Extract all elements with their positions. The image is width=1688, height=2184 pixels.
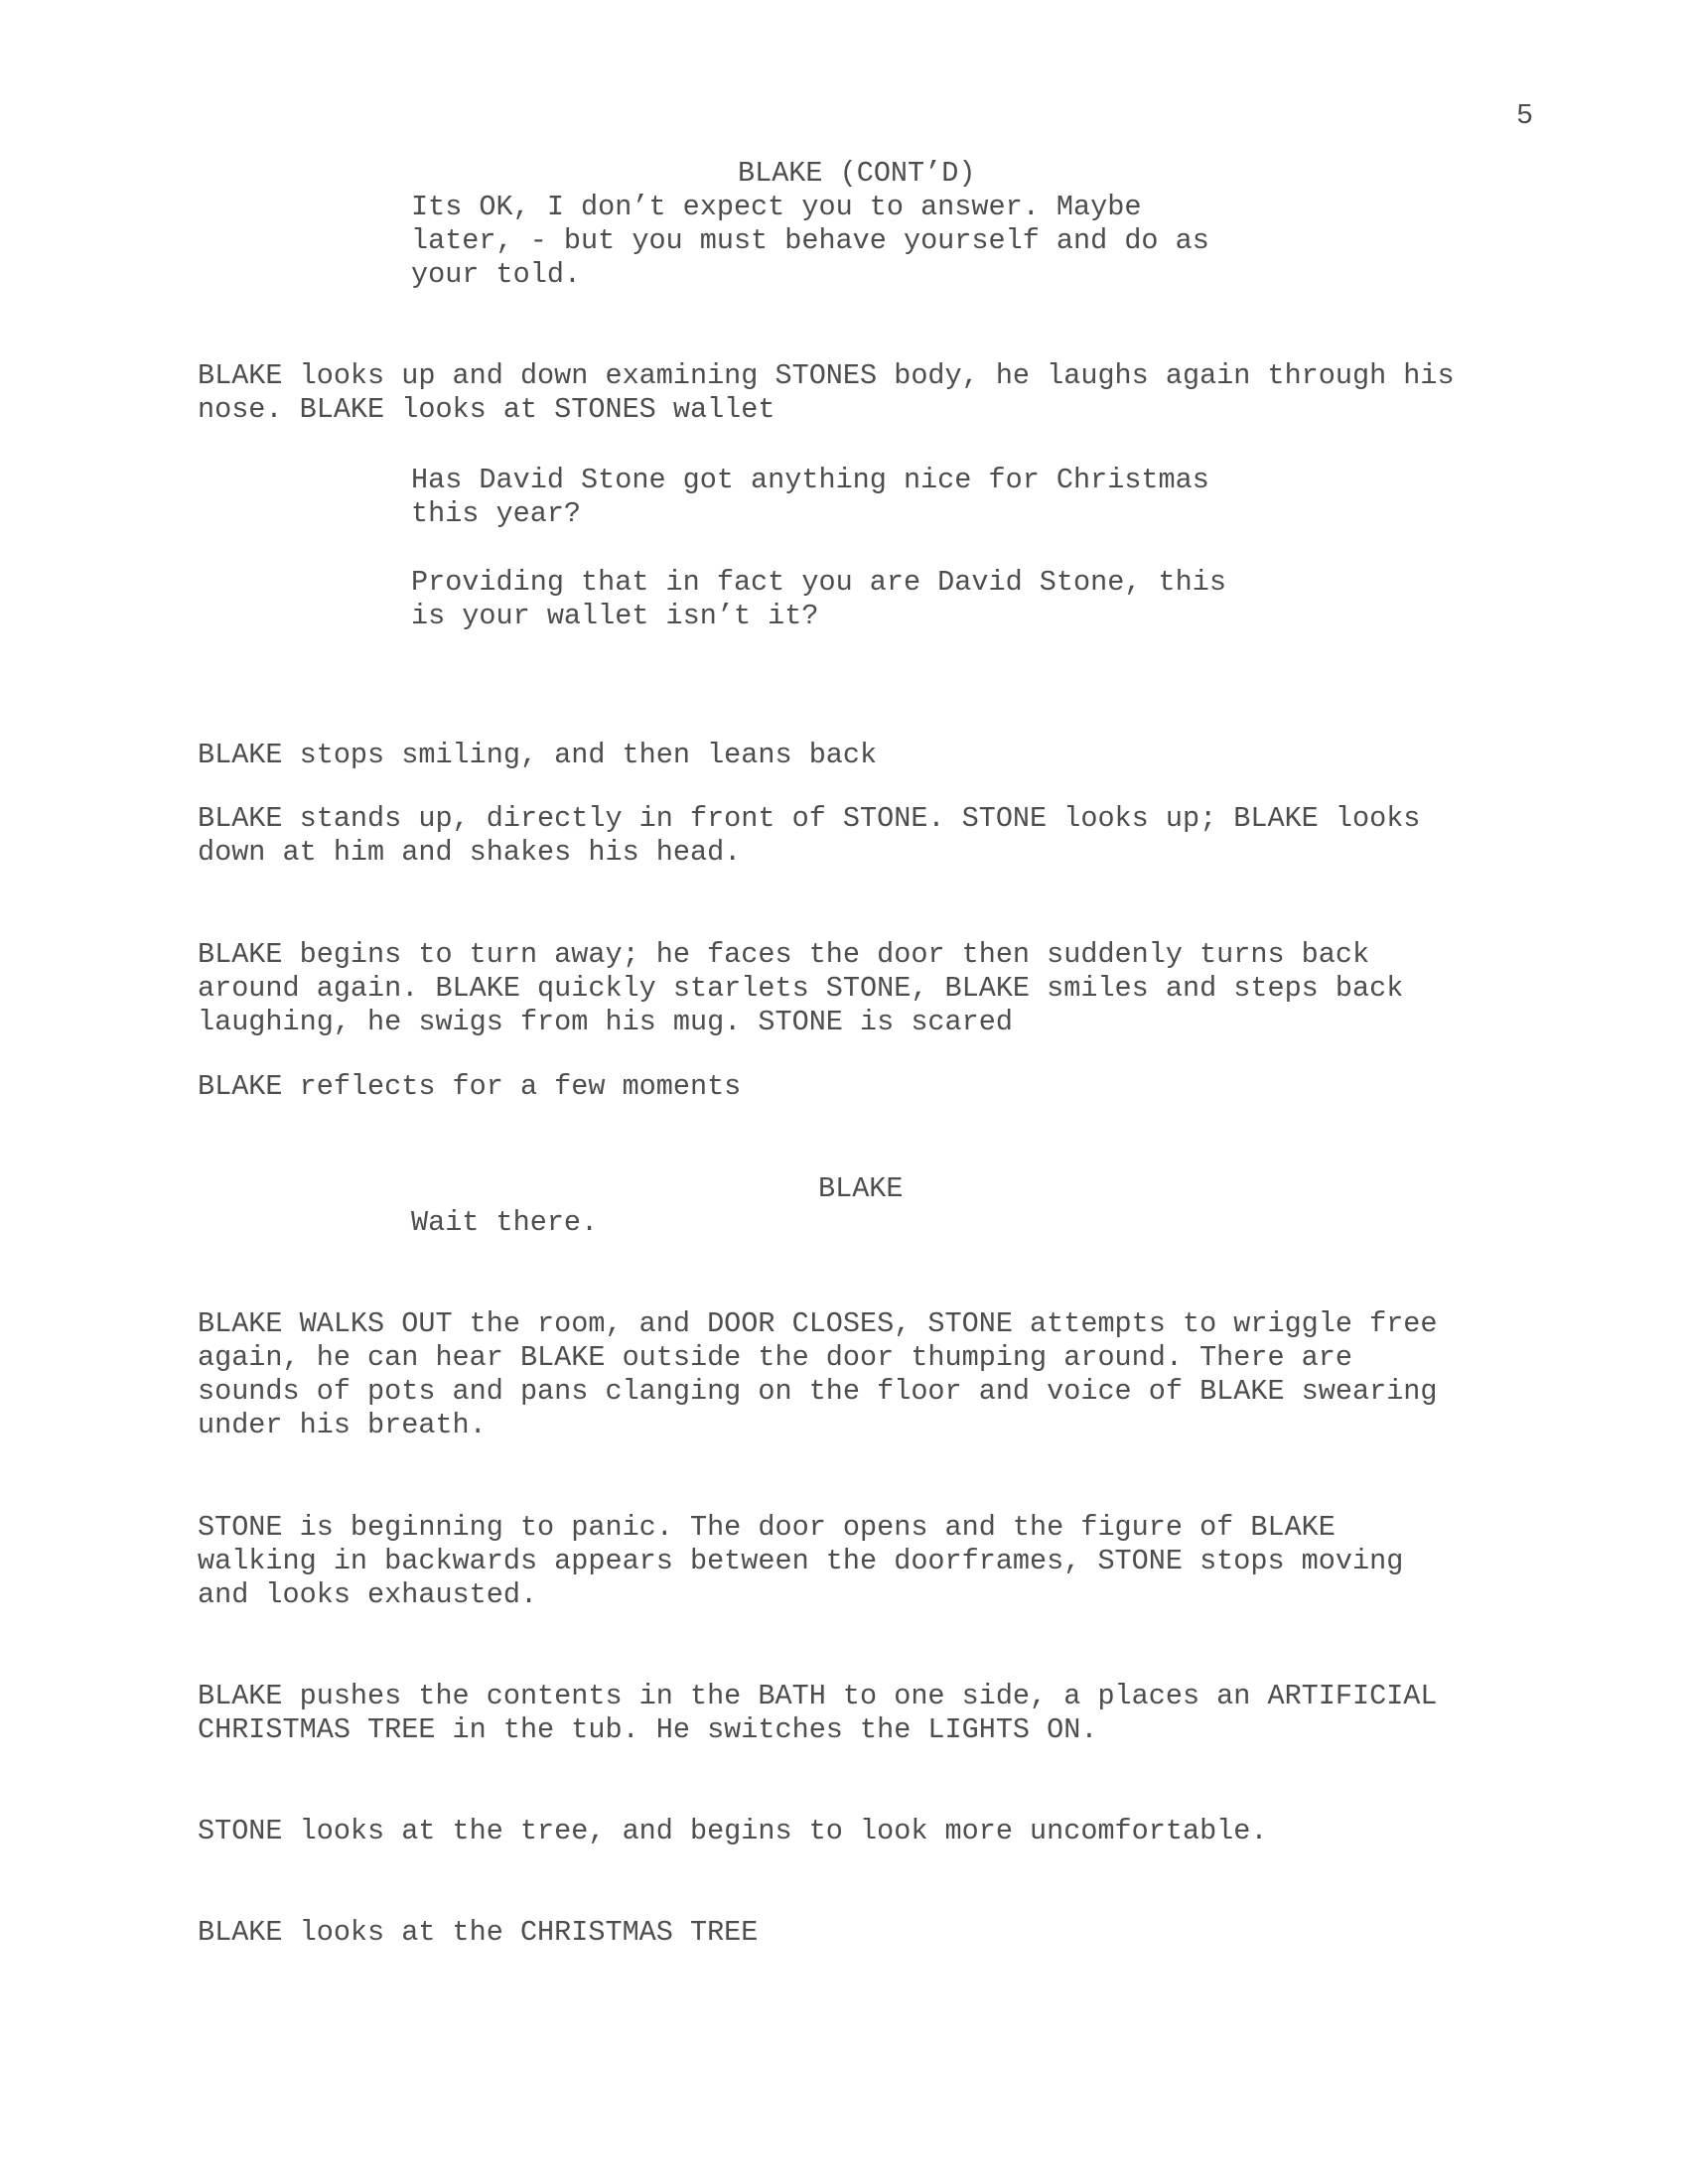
action-line: STONE looks at the tree, and begins to look more uncomfortable.	[198, 1815, 1268, 1847]
action-line: BLAKE looks at the CHRISTMAS TREE	[198, 1916, 759, 1949]
dialogue-line: your told.	[411, 258, 582, 291]
action-line: BLAKE reflects for a few moments	[198, 1070, 742, 1103]
action-line: walking in backwards appears between the doorframes, STONE stops moving	[198, 1545, 1404, 1577]
character-cue: BLAKE	[818, 1172, 904, 1205]
dialogue-line: this year?	[411, 497, 582, 530]
dialogue-line: Providing that in fact you are David Stone, this	[411, 566, 1226, 599]
action-line: again, he can hear BLAKE outside the door thumping around. There are	[198, 1341, 1352, 1374]
character-cue: BLAKE (CONT’D)	[738, 157, 976, 190]
action-line: sounds of pots and pans clanging on the floor and voice of BLAKE swearing	[198, 1375, 1438, 1408]
action-line: laughing, he swigs from his mug. STONE is scared	[198, 1006, 1013, 1038]
action-line: BLAKE pushes the contents in the BATH to one side, a places an ARTIFICIAL	[198, 1680, 1438, 1712]
dialogue-line: later, - but you must behave yourself and do as	[411, 224, 1209, 257]
action-line: BLAKE begins to turn away; he faces the door then suddenly turns back	[198, 938, 1370, 971]
action-line: CHRISTMAS TREE in the tub. He switches the LIGHTS ON.	[198, 1713, 1098, 1746]
action-line: BLAKE looks up and down examining STONES body, he laughs again through his	[198, 359, 1455, 392]
action-line: STONE is beginning to panic. The door opens and the figure of BLAKE	[198, 1511, 1336, 1544]
action-line: BLAKE stops smiling, and then leans back	[198, 739, 878, 771]
dialogue-line: Wait there.	[411, 1206, 599, 1239]
action-line: around again. BLAKE quickly starlets STONE, BLAKE smiles and steps back	[198, 972, 1404, 1005]
dialogue-line: Its OK, I don’t expect you to answer. Maybe	[411, 191, 1142, 223]
action-line: nose. BLAKE looks at STONES wallet	[198, 393, 775, 426]
action-line: down at him and shakes his head.	[198, 836, 742, 869]
dialogue-line: is your wallet isn’t it?	[411, 600, 819, 632]
action-line: BLAKE stands up, directly in front of STONE. STONE looks up; BLAKE looks	[198, 802, 1421, 835]
dialogue-line: Has David Stone got anything nice for Christmas	[411, 464, 1209, 496]
action-line: BLAKE WALKS OUT the room, and DOOR CLOSES, STONE attempts to wriggle free	[198, 1307, 1438, 1340]
action-line: and looks exhausted.	[198, 1578, 538, 1611]
action-line: under his breath.	[198, 1409, 487, 1441]
page-number: 5	[1516, 99, 1534, 132]
